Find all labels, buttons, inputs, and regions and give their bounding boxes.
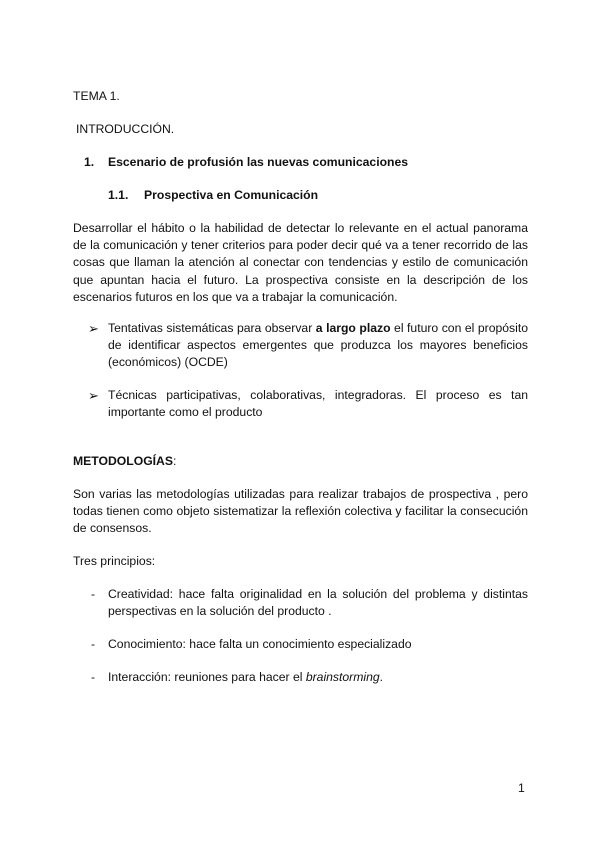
metodologias-heading-text: METODOLOGÍAS [73, 454, 173, 468]
heading-1-1-text: Prospectiva en Comunicación [144, 188, 319, 202]
principle-interaccion-before: Interacción: reuniones para hacer el [108, 670, 306, 684]
metodologias-heading-colon: : [173, 454, 177, 468]
paragraph-prospectiva: Desarrollar el hábito o la habilidad de detectar lo relevante en el actual panorama de la comunicación y tener criterios para poder decir qué va a tener recorrido de las cosas que llaman la atención al conectar con tendencias y estilo de comunicación que apuntan hacia el futuro. La prospectiva consiste en la descripción de los escenarios futuros en los que va a trabajar la comunicación. [73, 221, 528, 304]
introduccion-label: INTRODUCCIÓN. [76, 122, 175, 136]
bullet-tentativas-before: Tentativas sistemáticas para observar [108, 321, 316, 335]
bullet-arrow-icon: ➢ [88, 321, 99, 336]
bullet-tentativas [108, 320, 528, 372]
principle-interaccion [108, 669, 528, 686]
bullet-tecnicas: Técnicas participativas, colaborativas, integradoras. El proceso es tan importante como el producto [108, 388, 528, 420]
principle-dash: - [91, 637, 96, 651]
principle-dash: - [91, 587, 96, 601]
tres-principios-label: Tres principios: [73, 554, 156, 568]
page-number: 1 [518, 781, 525, 795]
paragraph-metodologias: Son varias las metodologías utilizadas para realizar trabajos de prospectiva , pero todas tienen como objeto sistematizar la reflexión colectiva y facilitar la consecución de consensos. [73, 487, 528, 536]
heading-1-text: Escenario de profusión las nuevas comunicaciones [108, 155, 409, 169]
principle-interaccion-italic: brainstorming [305, 670, 380, 684]
principle-creatividad: Creatividad: hace falta originalidad en la solución del problema y distintas perspectivas en la solución del producto . [108, 587, 528, 619]
principle-conocimiento: Conocimiento: hace falta un conocimiento especializado [108, 637, 412, 651]
principle-dash: - [91, 670, 96, 684]
bullet-tentativas-bold: a largo plazo [315, 321, 391, 335]
principle-interaccion-after: . [379, 670, 384, 684]
heading-1-number: 1. [84, 155, 95, 169]
tema-label: TEMA 1. [73, 89, 120, 103]
heading-1-1-number: 1.1. [108, 188, 129, 202]
bullet-tentativas-after: el futuro con el propósito de identificar aspectos emergentes que produzca los mayores beneficios (económicos) (OCDE) [108, 321, 529, 370]
metodologias-heading [73, 453, 176, 470]
bullet-arrow-icon: ➢ [88, 388, 99, 403]
